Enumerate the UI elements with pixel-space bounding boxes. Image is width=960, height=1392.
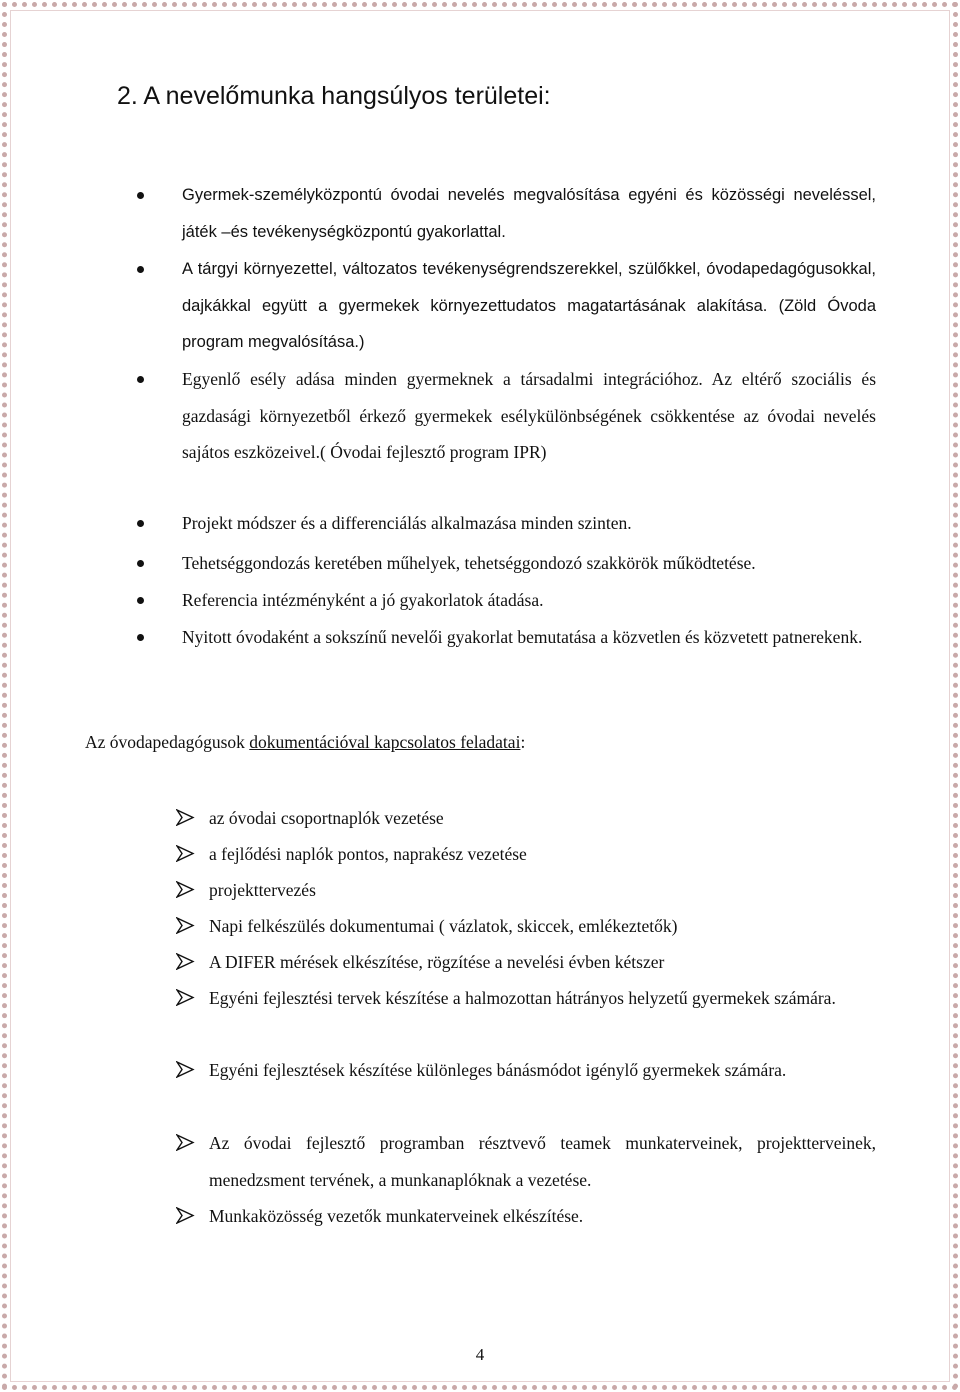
arrow-bullet-icon: [176, 989, 195, 1006]
arrow-bullet-icon: [176, 1134, 195, 1151]
bullet-icon: [137, 634, 144, 641]
documentation-intro: Az óvodapedagógusok dokumentációval kapcsolatos feladatai:: [85, 732, 526, 752]
list-item: a fejlődési naplók pontos, naprakész vezetése: [209, 836, 876, 873]
bullet-icon: [137, 560, 144, 567]
arrow-bullet-icon: [176, 1207, 195, 1224]
list-item: Egyéni fejlesztési tervek készítése a halmozottan hátrányos helyzetű gyermekek számára.: [209, 980, 876, 1017]
arrow-bullet-icon: [176, 1061, 195, 1078]
list-item: Az óvodai fejlesztő programban résztvevő teamek munkaterveinek, projektterveinek, menedzsment tervének, a munkanaplóknak a vezetése.: [209, 1125, 876, 1198]
arrow-bullet-icon: [176, 881, 195, 898]
list-item: Egyenlő esély adása minden gyermeknek a társadalmi integrációhoz. Az eltérő szociális és gazdasági környezetből érkező gyermekek esélykülönbségének csökkentése az óvodai nevelés sajátos eszközeivel.( Óvodai fejlesztő program IPR): [182, 361, 876, 471]
section-title: 2. A nevelőmunka hangsúlyos területei:: [117, 82, 551, 110]
bullet-icon: [137, 520, 144, 527]
list-item: Referencia intézményként a jó gyakorlatok átadása.: [182, 582, 876, 619]
list-item: Munkaközösség vezetők munkaterveinek elkészítése.: [209, 1198, 876, 1235]
list-item: Projekt módszer és a differenciálás alkalmazása minden szinten.: [182, 505, 876, 542]
list-item: az óvodai csoportnaplók vezetése: [209, 800, 876, 837]
page-number: 4: [475, 1345, 485, 1364]
list-item: Nyitott óvodaként a sokszínű nevelői gyakorlat bemutatása a közvetlen és közvetett patnerekenk.: [182, 619, 876, 656]
list-item: A DIFER mérések elkészítése, rögzítése a nevelési évben kétszer: [209, 944, 876, 981]
bullet-icon: [137, 597, 144, 604]
list-item: A tárgyi környezettel, változatos tevékenységrendszerekkel, szülőkkel, óvodapedagógusokkal, dajkákkal együtt a gyermekek környezettudatos magatartásának alakítása. (Zöld Óvoda program megvalósítása.): [182, 251, 876, 361]
arrow-bullet-icon: [176, 953, 195, 970]
list-item: Tehetséggondozás keretében műhelyek, tehetséggondozó szakkörök működtetése.: [182, 545, 876, 582]
list-item: Napi felkészülés dokumentumai ( vázlatok, skiccek, emlékeztetők): [209, 908, 876, 945]
list-item: Gyermek-személyközpontú óvodai nevelés megvalósítása egyéni és közösségi neveléssel, játék –és tevékenységközpontú gyakorlattal.: [182, 177, 876, 250]
bullet-icon: [137, 266, 144, 273]
underlined-heading: dokumentációval kapcsolatos feladatai: [249, 732, 521, 752]
list-item: Egyéni fejlesztések készítése különleges bánásmódot igénylő gyermekek számára.: [209, 1052, 876, 1089]
arrow-bullet-icon: [176, 917, 195, 934]
list-item: projekttervezés: [209, 872, 876, 909]
bullet-icon: [137, 376, 144, 383]
arrow-bullet-icon: [176, 845, 195, 862]
arrow-bullet-icon: [176, 809, 195, 826]
bullet-icon: [137, 192, 144, 199]
